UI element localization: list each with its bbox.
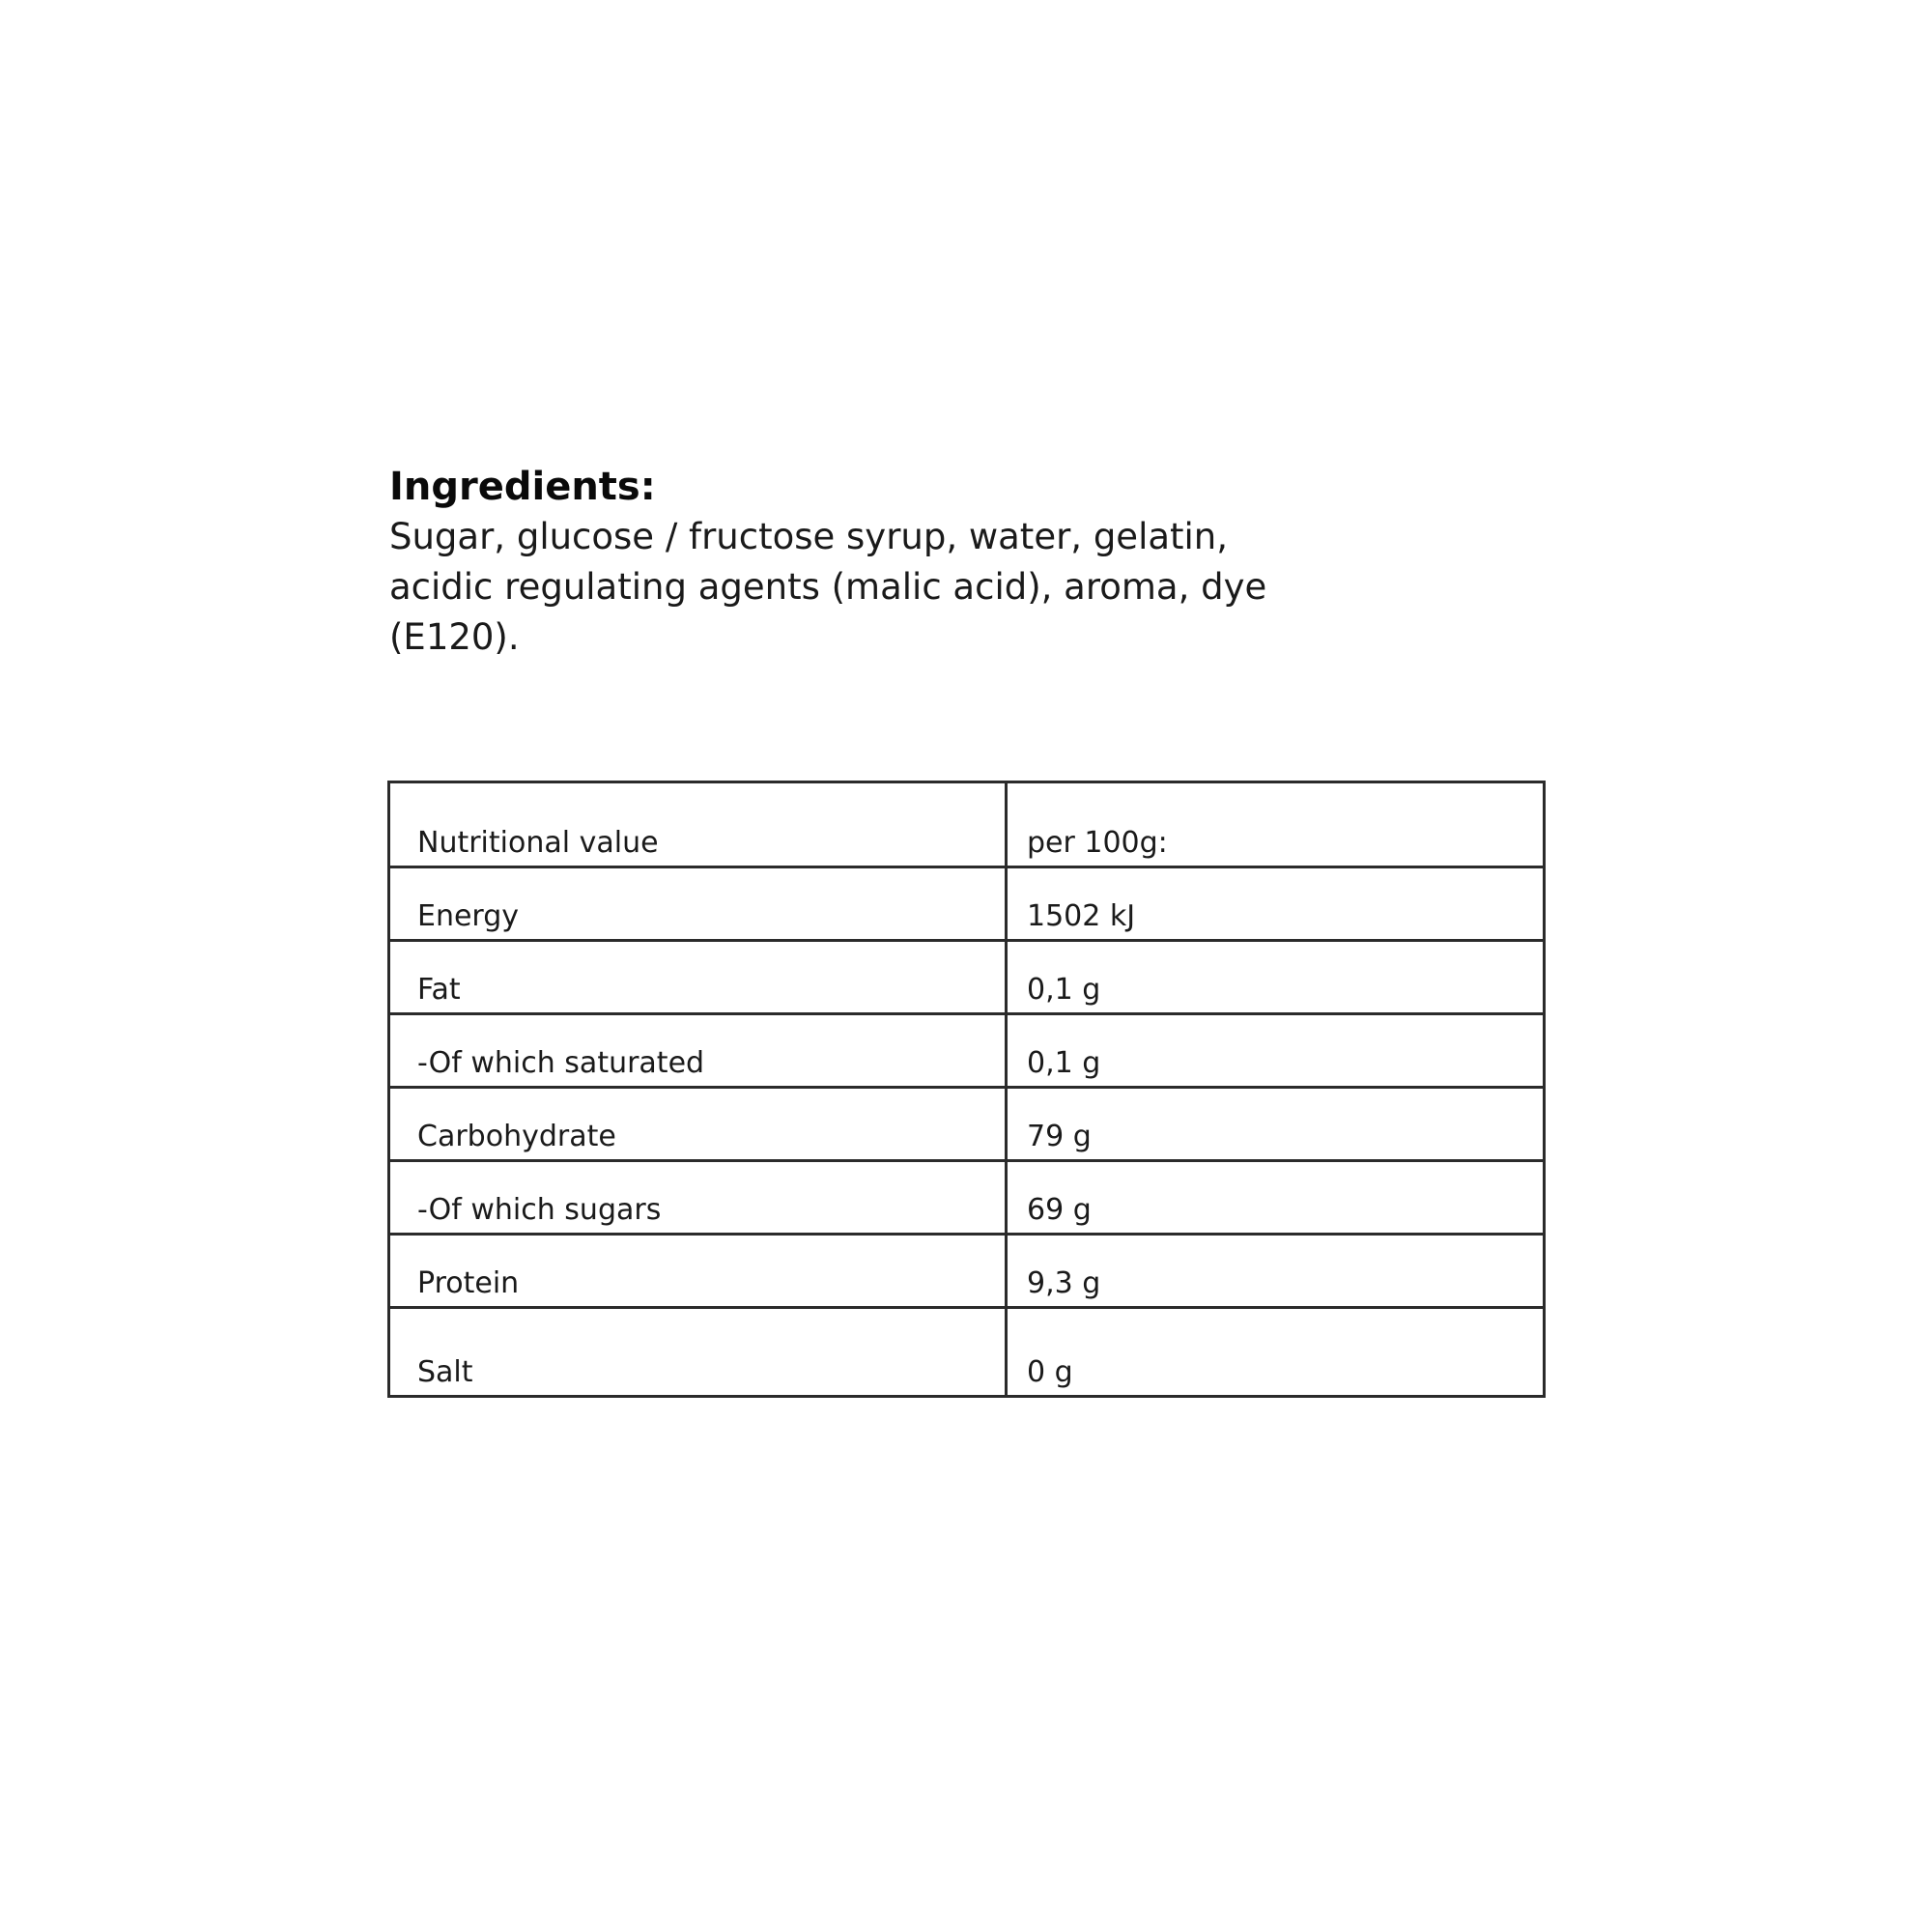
nutrition-row-saturated <box>389 1014 1545 1088</box>
nutrition-label: Fat <box>389 941 1007 1014</box>
nutrition-label: Energy <box>389 867 1007 941</box>
nutrition-row-fat <box>389 941 1545 1014</box>
ingredients-text: Sugar, glucose / fructose syrup, water, gelatin, acidic regulating agents (malic acid), aroma, dye (E120). <box>389 516 1267 658</box>
nutrition-label: Protein <box>389 1235 1007 1308</box>
nutrition-value: 9,3 g <box>1007 1235 1545 1308</box>
nutrition-row-carbohydrate <box>389 1088 1545 1161</box>
nutrition-row-energy <box>389 867 1545 941</box>
nutrition-value: 0 g <box>1007 1308 1545 1397</box>
nutrition-header-value: per 100g: <box>1007 782 1545 867</box>
nutrition-row-protein <box>389 1235 1545 1308</box>
nutrition-label: -Of which sugars <box>389 1161 1007 1235</box>
nutrition-label: -Of which saturated <box>389 1014 1007 1088</box>
nutrition-value: 1502 kJ <box>1007 867 1545 941</box>
nutrition-label: Carbohydrate <box>389 1088 1007 1161</box>
nutrition-row-sugars <box>389 1161 1545 1235</box>
nutrition-row-salt <box>389 1308 1545 1397</box>
ingredients-heading: Ingredients: <box>389 465 656 509</box>
nutrition-table <box>387 781 1546 1398</box>
nutrition-value: 0,1 g <box>1007 941 1545 1014</box>
nutrition-header-label: Nutritional value <box>389 782 1007 867</box>
nutrition-value: 0,1 g <box>1007 1014 1545 1088</box>
nutrition-value: 69 g <box>1007 1161 1545 1235</box>
ingredients-section <box>389 462 1355 663</box>
nutrition-value: 79 g <box>1007 1088 1545 1161</box>
nutrition-label: Salt <box>389 1308 1007 1397</box>
nutrition-header-row <box>389 782 1545 867</box>
